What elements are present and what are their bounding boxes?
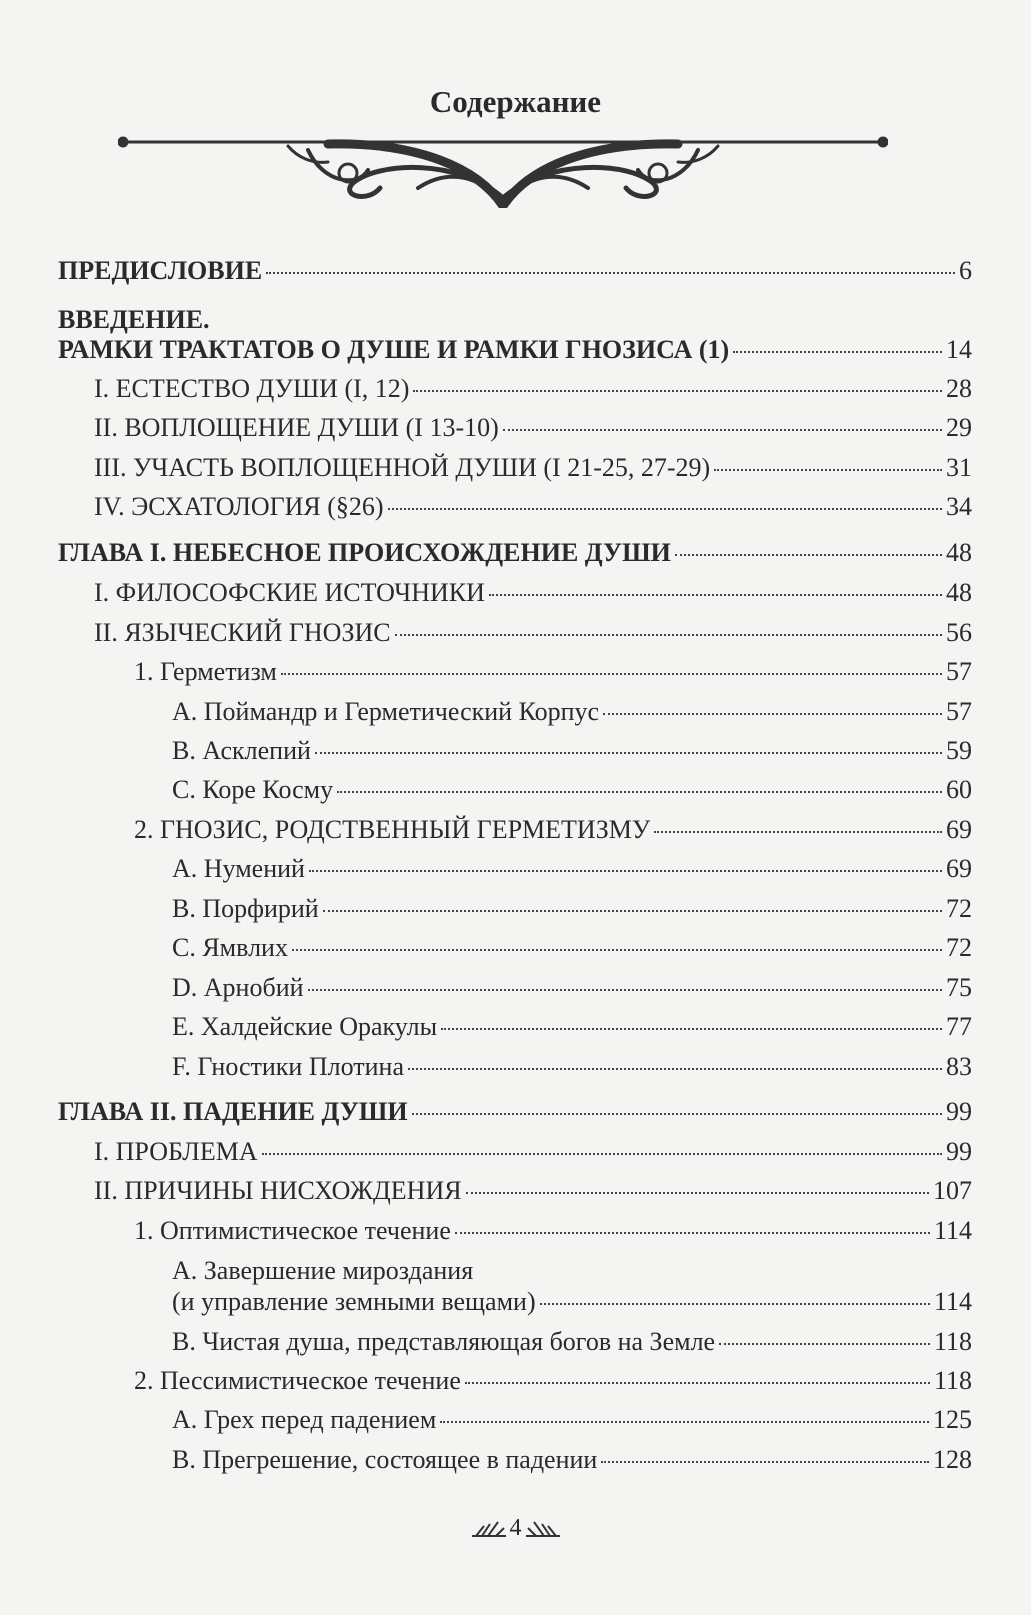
toc-entry-page: 125 bbox=[933, 1405, 972, 1434]
toc-entry-page: 69 bbox=[946, 815, 972, 844]
dot-leader bbox=[309, 870, 942, 872]
dot-leader bbox=[337, 791, 942, 793]
toc-entry-label: ГЛАВА II. ПАДЕНИЕ ДУШИ bbox=[58, 1097, 408, 1126]
toc-entry-label: I. ФИЛОСОФСКИЕ ИСТОЧНИКИ bbox=[94, 578, 485, 607]
dot-leader bbox=[714, 469, 942, 471]
toc-entry-label: I. ПРОБЛЕМА bbox=[94, 1137, 258, 1166]
ornament-divider-icon bbox=[118, 128, 888, 208]
dot-leader bbox=[719, 1343, 930, 1345]
toc-entry-label: B. Асклепий bbox=[172, 736, 311, 765]
toc-entry-page: 118 bbox=[933, 1327, 972, 1356]
page-number: 4 bbox=[509, 1515, 522, 1541]
toc-entry-page: 69 bbox=[946, 854, 972, 883]
toc-entry[interactable] bbox=[172, 1012, 972, 1042]
toc-entry-page: 72 bbox=[946, 933, 972, 962]
toc-entry[interactable] bbox=[94, 1137, 972, 1167]
toc-entry[interactable] bbox=[94, 578, 972, 608]
toc-entry-page: 114 bbox=[933, 1287, 972, 1316]
toc-entry-page: 99 bbox=[946, 1097, 972, 1126]
dot-leader bbox=[308, 989, 942, 991]
dot-leader bbox=[413, 390, 942, 392]
toc-entry-label: РАМКИ ТРАКТАТОВ О ДУШЕ И РАМКИ ГНОЗИСА (1) bbox=[58, 335, 730, 364]
footer-ornament-left-icon bbox=[472, 1520, 506, 1538]
toc-entry-label: F. Гностики Плотина bbox=[172, 1052, 404, 1081]
toc-entry-label: 2. ГНОЗИС, РОДСТВЕННЫЙ ГЕРМЕТИЗМУ bbox=[134, 815, 651, 844]
toc-entry-page: 75 bbox=[946, 973, 972, 1002]
page-footer bbox=[0, 1515, 1031, 1542]
toc-entry-label-line: A. Завершение мироздания bbox=[172, 1256, 474, 1285]
dot-leader bbox=[440, 1421, 929, 1423]
toc-entry[interactable] bbox=[134, 815, 972, 845]
toc-entry-page: 114 bbox=[933, 1216, 972, 1245]
toc-entry[interactable] bbox=[172, 1327, 972, 1357]
dot-leader bbox=[733, 351, 942, 353]
toc-entry-label: A. Грех перед падением bbox=[172, 1405, 437, 1434]
toc-entry[interactable] bbox=[172, 1445, 972, 1475]
toc-entry-label: C. Ямвлих bbox=[172, 933, 288, 962]
toc-entry-label: II. ЯЗЫЧЕСКИЙ ГНОЗИС bbox=[94, 618, 391, 647]
toc-entry[interactable] bbox=[94, 618, 972, 648]
toc-entry-label: A. Нумений bbox=[172, 854, 305, 883]
toc-entry[interactable] bbox=[94, 413, 972, 443]
toc-entry-page: 59 bbox=[946, 736, 972, 765]
dot-leader bbox=[315, 752, 942, 754]
toc-entry-label: B. Порфирий bbox=[172, 894, 319, 923]
toc-entry[interactable] bbox=[58, 256, 972, 286]
toc-entry-page: 28 bbox=[946, 374, 972, 403]
toc-entry-label: A. Поймандр и Герметический Корпус bbox=[172, 697, 600, 726]
toc-entry-label: 1. Герметизм bbox=[134, 657, 277, 686]
toc-entry-label: ПРЕДИСЛОВИЕ bbox=[58, 256, 263, 285]
dot-leader bbox=[441, 1028, 942, 1030]
toc-entry-page: 72 bbox=[946, 894, 972, 923]
toc-entry[interactable] bbox=[172, 1052, 972, 1082]
toc-entry-page: 48 bbox=[946, 578, 972, 607]
dot-leader bbox=[266, 272, 955, 274]
dot-leader bbox=[292, 949, 942, 951]
toc-entry[interactable] bbox=[94, 374, 972, 404]
toc-entry[interactable] bbox=[58, 335, 972, 365]
dot-leader bbox=[408, 1068, 942, 1070]
toc-entry[interactable] bbox=[172, 1287, 972, 1317]
toc-entry-page: 128 bbox=[933, 1445, 972, 1474]
toc-entry-label: 2. Пессимистическое течение bbox=[134, 1366, 461, 1395]
toc-entry-label: II. ПРИЧИНЫ НИСХОЖДЕНИЯ bbox=[94, 1176, 462, 1205]
toc-entry[interactable] bbox=[134, 1366, 972, 1396]
dot-leader bbox=[489, 594, 942, 596]
toc-entry[interactable] bbox=[172, 894, 972, 924]
page-title: Содержание bbox=[429, 84, 602, 119]
dot-leader bbox=[540, 1303, 930, 1305]
toc-entry-page: 83 bbox=[946, 1052, 972, 1081]
toc-entry-page: 6 bbox=[959, 256, 972, 285]
dot-leader bbox=[281, 673, 942, 675]
toc-entry[interactable] bbox=[94, 453, 972, 483]
dot-leader bbox=[395, 634, 942, 636]
toc-entry[interactable] bbox=[172, 736, 972, 766]
toc-heading-line: ВВЕДЕНИЕ. bbox=[58, 305, 210, 334]
toc-entry-label: 1. Оптимистическое течение bbox=[134, 1216, 451, 1245]
toc-entry-label: (и управление земными вещами) bbox=[172, 1287, 536, 1316]
toc-entry-page: 118 bbox=[933, 1366, 972, 1395]
dot-leader bbox=[503, 429, 942, 431]
dot-leader bbox=[323, 910, 942, 912]
dot-leader bbox=[603, 713, 942, 715]
dot-leader bbox=[601, 1461, 929, 1463]
toc-entry[interactable] bbox=[172, 973, 972, 1003]
dot-leader bbox=[675, 554, 942, 556]
dot-leader bbox=[455, 1232, 930, 1234]
dot-leader bbox=[262, 1153, 942, 1155]
toc-entry-page: 31 bbox=[946, 453, 972, 482]
toc-entry-label: D. Арнобий bbox=[172, 973, 304, 1002]
toc-entry-label: IV. ЭСХАТОЛОГИЯ (§26) bbox=[94, 492, 384, 521]
dot-leader bbox=[466, 1192, 929, 1194]
toc-entry-label: B. Чистая душа, представляющая богов на Земле bbox=[172, 1327, 716, 1356]
toc-entry-page: 48 bbox=[946, 538, 972, 567]
toc-entry-page: 57 bbox=[946, 697, 972, 726]
toc-entry-page: 34 bbox=[946, 492, 972, 521]
toc-entry[interactable] bbox=[172, 854, 972, 884]
toc-entry-page: 56 bbox=[946, 618, 972, 647]
toc-entry[interactable] bbox=[172, 697, 972, 727]
toc-entry[interactable] bbox=[58, 1097, 972, 1127]
toc-entry-label: E. Халдейские Оракулы bbox=[172, 1012, 438, 1041]
toc-entry[interactable] bbox=[58, 538, 972, 568]
footer-ornament-right-icon bbox=[526, 1520, 560, 1538]
dot-leader bbox=[465, 1382, 930, 1384]
toc-entry-label: ГЛАВА I. НЕБЕСНОЕ ПРОИСХОЖДЕНИЕ ДУШИ bbox=[58, 538, 671, 567]
toc-entry-page: 60 bbox=[946, 775, 972, 804]
toc-entry-page: 77 bbox=[946, 1012, 972, 1041]
toc-entry-label: III. УЧАСТЬ ВОПЛОЩЕННОЙ ДУШИ (I 21-25, 27-29) bbox=[94, 453, 711, 482]
toc-entry-label: II. ВОПЛОЩЕНИЕ ДУШИ (I 13-10) bbox=[94, 413, 499, 442]
toc-entry-page: 99 bbox=[946, 1137, 972, 1166]
dot-leader bbox=[388, 508, 942, 510]
toc-entry[interactable] bbox=[172, 1405, 972, 1435]
toc-entry[interactable] bbox=[94, 492, 972, 522]
toc-entry[interactable] bbox=[172, 933, 972, 963]
toc-entry[interactable] bbox=[94, 1176, 972, 1206]
toc-entry-page: 57 bbox=[946, 657, 972, 686]
toc-entry-page: 107 bbox=[933, 1176, 972, 1205]
toc-entry-label: C. Коре Косму bbox=[172, 775, 334, 804]
toc-entry[interactable] bbox=[134, 657, 972, 687]
toc-entry-label: B. Прегрешение, состоящее в падении bbox=[172, 1445, 598, 1474]
toc-entry-page: 29 bbox=[946, 413, 972, 442]
dot-leader bbox=[654, 831, 942, 833]
toc-entry-page: 14 bbox=[946, 335, 972, 364]
toc-entry-label: I. ЕСТЕСТВО ДУШИ (I, 12) bbox=[94, 374, 410, 403]
toc-entry[interactable] bbox=[172, 775, 972, 805]
dot-leader bbox=[412, 1113, 942, 1115]
toc-entry[interactable] bbox=[134, 1216, 972, 1246]
